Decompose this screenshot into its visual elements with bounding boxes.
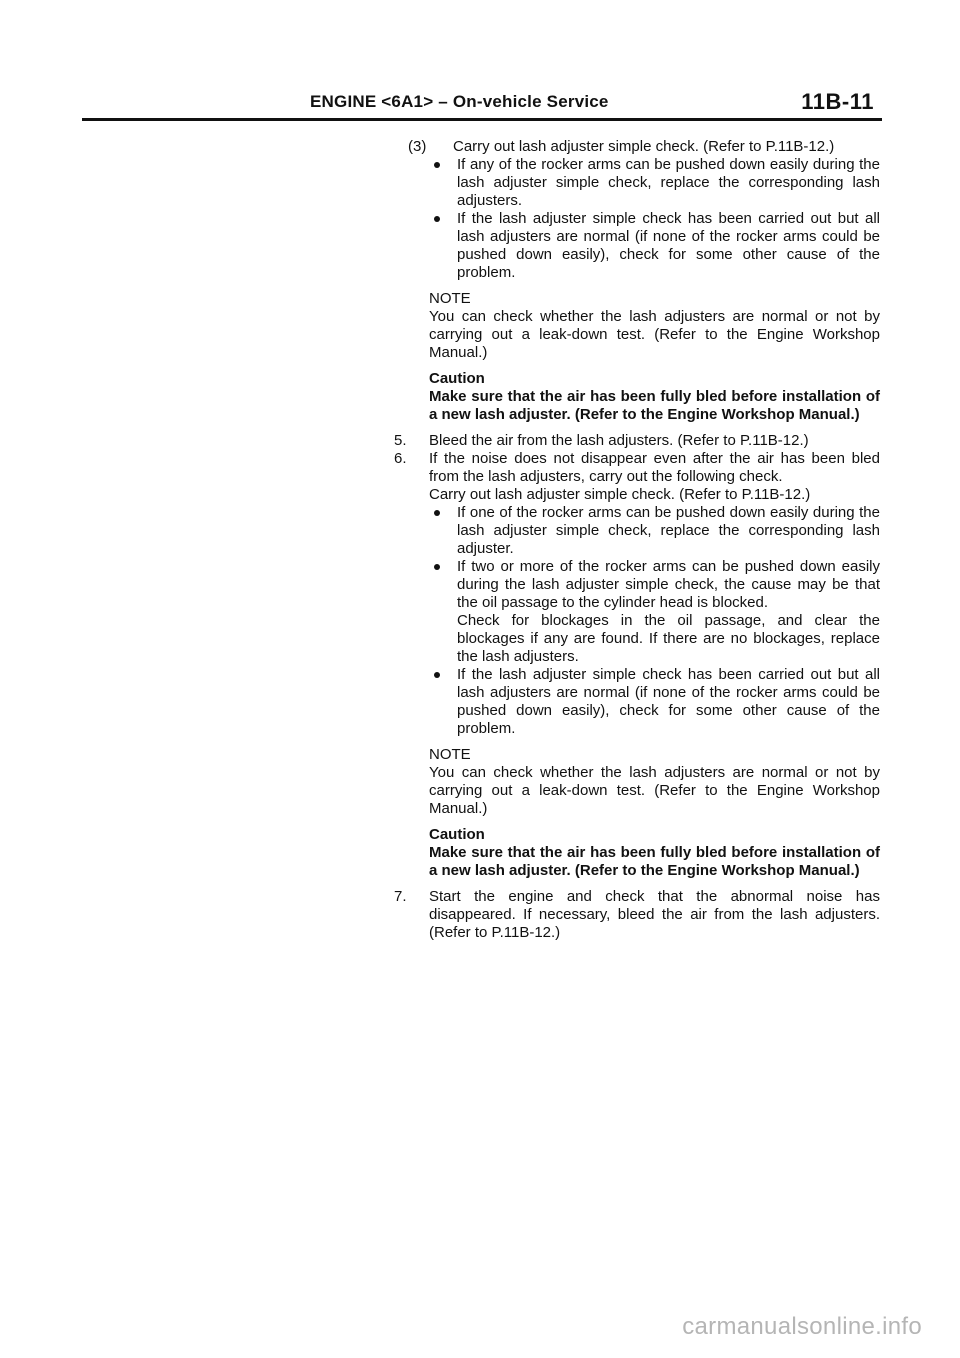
bullet-icon [434, 672, 440, 678]
caution-text: Make sure that the air has been fully bled before installation of a new lash adjuster. (Refer to the Engine Workshop Manual.) [429, 388, 880, 423]
header-rule [82, 118, 882, 121]
note-text: You can check whether the lash adjusters are normal or not by carrying out a leak-down test. (Refer to the Engine Workshop Manual.) [429, 764, 880, 817]
bullet-icon [434, 564, 440, 570]
step-number: 5. [394, 432, 407, 449]
page-number: 11B-11 [801, 89, 874, 114]
step-number: 7. [394, 888, 407, 905]
step-3-bullets [429, 156, 880, 282]
note-block [429, 746, 880, 818]
step-6-bullets [429, 504, 880, 738]
step-text-2: Carry out lash adjuster simple check. (Refer to P.11B-12.) [429, 486, 811, 503]
watermark: carmanualsonline.info [682, 1313, 922, 1340]
list-item: If one of the rocker arms can be pushed down easily during the lash adjuster simple check, replace the corresponding lash adjuster. [429, 504, 880, 558]
note-block [408, 290, 880, 362]
page-header [82, 90, 878, 118]
caution-block [408, 370, 880, 424]
step-text: If the noise does not disappear even after the air has been bled from the lash adjusters, carry out the following check. [429, 450, 880, 485]
caution-block [429, 826, 880, 880]
caution-label: Caution [429, 370, 485, 387]
list-item: If the lash adjuster simple check has been carried out but all lash adjusters are normal (if none of the rocker arms could be pushed down easily), check for some other cause of the problem. [429, 666, 880, 738]
note-text: You can check whether the lash adjusters are normal or not by carrying out a leak-down test. (Refer to the Engine Workshop Manual.) [429, 308, 880, 361]
manual-content [394, 138, 880, 942]
step-text: Bleed the air from the lash adjusters. (Refer to P.11B-12.) [429, 432, 809, 449]
step-6 [394, 450, 880, 880]
step-number: (3) [408, 138, 427, 155]
step-text: Carry out lash adjuster simple check. (Refer to P.11B-12.) [453, 138, 835, 155]
note-label: NOTE [429, 290, 471, 307]
caution-label: Caution [429, 826, 485, 843]
caution-text: Make sure that the air has been fully bled before installation of a new lash adjuster. (Refer to the Engine Workshop Manual.) [429, 844, 880, 879]
step-number: 6. [394, 450, 407, 467]
list-item: If any of the rocker arms can be pushed down easily during the lash adjuster simple check, replace the corresponding lash adjusters. [429, 156, 880, 210]
list-item: If the lash adjuster simple check has been carried out but all lash adjusters are normal (if none of the rocker arms could be pushed down easily), check for some other cause of the problem. [429, 210, 880, 282]
bullet-icon [434, 162, 440, 168]
step-text: Start the engine and check that the abnormal noise has disappeared. If necessary, bleed the air from the lash adjusters. (Refer to P.11B-12.) [429, 888, 880, 941]
step-3 [408, 138, 880, 156]
bullet-icon [434, 510, 440, 516]
step-7 [394, 888, 880, 942]
note-label: NOTE [429, 746, 471, 763]
bullet-icon [434, 216, 440, 222]
section-title: ENGINE <6A1> – On-vehicle Service [310, 92, 609, 111]
step-5 [394, 432, 880, 450]
bullet-extra: Check for blockages in the oil passage, and clear the blockages if any are found. If there are no blockages, replace the lash adjusters. [457, 612, 880, 665]
list-item: If two or more of the rocker arms can be pushed down easily during the lash adjuster simple check, the cause may be that the oil passage to the cylinder head is blocked. Check for blockages in the oil passage, and clear the blockages if any are found. If there are no blockages, replace the lash adjusters. [429, 558, 880, 666]
